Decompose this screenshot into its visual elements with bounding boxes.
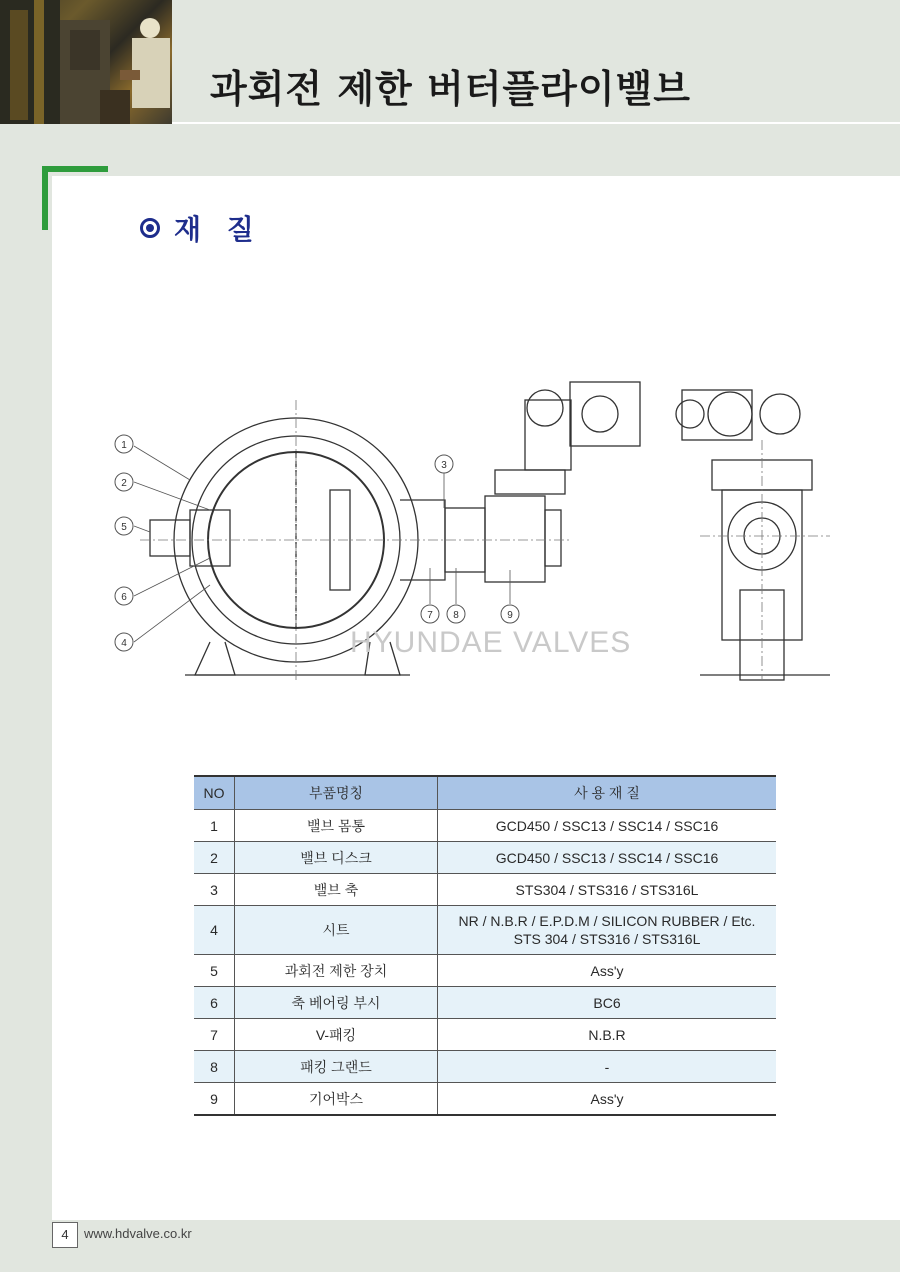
cell-material: BC6 — [438, 987, 777, 1019]
callout-7: 7 — [427, 610, 433, 621]
column-header-material: 사 용 재 질 — [438, 776, 777, 810]
section-title: 재 질 — [174, 213, 262, 246]
header-photo — [0, 0, 172, 124]
callout-6: 6 — [121, 592, 127, 603]
callout-9: 9 — [507, 610, 513, 621]
cell-material: Ass'y — [438, 1083, 777, 1116]
cell-part: 축 베어링 부시 — [235, 987, 438, 1019]
cell-no: 2 — [194, 842, 235, 874]
cell-material: STS304 / STS316 / STS316L — [438, 874, 777, 906]
cell-part: 패킹 그랜드 — [235, 1051, 438, 1083]
bullet-circle-icon — [140, 218, 160, 238]
cell-part: 과회전 제한 장치 — [235, 955, 438, 987]
cell-no: 4 — [194, 906, 235, 955]
page-title: 과회전 제한 버터플라이밸브 — [210, 67, 691, 111]
cell-part: 밸브 디스크 — [235, 842, 438, 874]
callout-8: 8 — [453, 610, 459, 621]
cell-material — [438, 906, 777, 955]
cell-part: V-패킹 — [235, 1019, 438, 1051]
page-number: 4 — [52, 1222, 78, 1248]
cell-no: 7 — [194, 1019, 235, 1051]
cell-no: 6 — [194, 987, 235, 1019]
material-line: STS 304 / STS316 / STS316L — [513, 931, 701, 947]
corner-accent — [42, 166, 108, 172]
table-row — [194, 1083, 776, 1116]
table-row — [194, 1019, 776, 1051]
cell-material: GCD450 / SSC13 / SSC14 / SSC16 — [438, 810, 777, 842]
cell-material: N.B.R — [438, 1019, 777, 1051]
corner-accent — [42, 166, 48, 230]
cell-no: 8 — [194, 1051, 235, 1083]
footer-url[interactable]: www.hdvalve.co.kr — [84, 1226, 192, 1241]
cell-part: 밸브 몸통 — [235, 810, 438, 842]
callout-3: 3 — [441, 460, 447, 471]
watermark-text: HYUNDAE VALVES — [350, 626, 632, 659]
table-row — [194, 842, 776, 874]
table-row — [194, 874, 776, 906]
cell-material: - — [438, 1051, 777, 1083]
table-header-row — [194, 776, 776, 810]
valve-technical-drawing — [100, 360, 860, 690]
cell-part: 기어박스 — [235, 1083, 438, 1116]
callout-4: 4 — [121, 638, 127, 649]
materials-table — [194, 775, 776, 1116]
cell-material: Ass'y — [438, 955, 777, 987]
table-row — [194, 810, 776, 842]
cell-no: 9 — [194, 1083, 235, 1116]
header-rule — [172, 122, 900, 124]
cell-no: 5 — [194, 955, 235, 987]
column-header-no: NO — [194, 776, 235, 810]
material-line: NR / N.B.R / E.P.D.M / SILICON RUBBER / Etc. — [458, 913, 756, 929]
table-row — [194, 906, 776, 955]
column-header-part: 부품명칭 — [235, 776, 438, 810]
cell-no: 3 — [194, 874, 235, 906]
callout-2: 2 — [121, 478, 127, 489]
cell-no: 1 — [194, 810, 235, 842]
table-row — [194, 955, 776, 987]
table-row — [194, 1051, 776, 1083]
industrial-worker-photo — [0, 0, 172, 124]
callout-5: 5 — [121, 522, 127, 533]
section-heading — [140, 208, 262, 248]
table-row — [194, 987, 776, 1019]
cell-material: GCD450 / SSC13 / SSC14 / SSC16 — [438, 842, 777, 874]
cell-part: 밸브 축 — [235, 874, 438, 906]
cell-part: 시트 — [235, 906, 438, 955]
callout-1: 1 — [121, 440, 127, 451]
